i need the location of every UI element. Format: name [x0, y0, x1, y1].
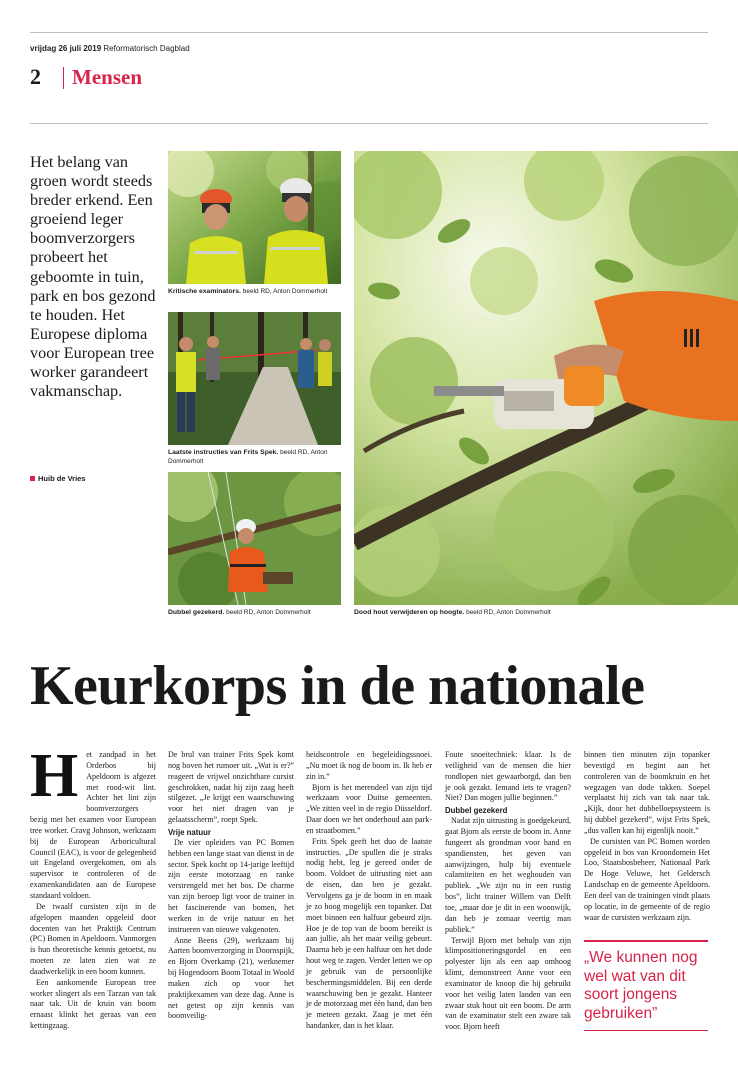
- section-divider: [63, 67, 64, 89]
- top-rule: [30, 32, 708, 33]
- photo-climber-image: [168, 472, 341, 605]
- byline-author: Huib de Vries: [38, 474, 86, 483]
- col2-paragraph: De brul van trainer Frits Spek komt nog boven het rumoer uit. „Wat is er?” reageert de vrijwel onzichtbare cursist geschrokken, nadat hij zijn zaag heeft stilgezet. „Je krijgt een waarschuwing voor het niet dragen van je gelaatsscherm”, roept Spek.: [168, 750, 294, 825]
- caption-climber: [168, 608, 348, 617]
- caption-main: [354, 608, 654, 617]
- col1-paragraph: et zandpad in het Orderbos bij Apeldoorn is afgezet met rood-wit lint. Achter het lint zijn boomverzorgers bezig met het examen voor European tree worker. Cravg Johnson, werkzaam bij de European Arboricultural Council (EAC), is voor de gelegenheid uit Engeland overgekomen, om als supervisor te controleren of de examenkandidaten aan de Europese standaard voldoen.: [30, 750, 156, 900]
- byline-square-icon: [30, 476, 35, 481]
- col1-paragraph: De twaalf cursisten zijn in de afgelopen maanden opgeleid door docenten van het Praktijk Centrum (PC) Bomen in Apeldoorn. Vanmorgen is hun theoretische kennis getoetst, nu moeten ze laten zien wat ze daadwerkelijk in een boom kunnen.: [30, 901, 156, 976]
- col4-paragraph: Nadat zijn uitrusting is goedgekeurd, gaat Bjorn als eerste de boom in. Anne fungeert als grondman voor hand en spandiensten, het geven van aanwijzingen, hulp bij eventuele calamiteiten en het weghouden van publiek. „We zijn nu in een rustig bos”, licht trainer Willem van Delft toe, „maar doe je dit in een woonwijk, dan heb je zomaar veertig man publiek.”: [445, 816, 571, 934]
- byline: [30, 474, 86, 483]
- col4-paragraph: Terwijl Bjorn met behulp van zijn klimpositioneringsgordel en een polyester lijn als een aap omhoog klimt, demonstreert Anne voor een examinator de knoop die hij gebruikt voor het veilig laten landen van een zwaar stuk hout uit een boom. De arm van de examinator stelt een zware tak voor. Bjorn heeft: [445, 935, 571, 1032]
- col2-paragraph: De vier opleiders van PC Bomen hebben een lange staat van dienst in de sector. Spek kocht op 14-jarige leeftijd zijn eerste motorzaag en ranke verstrengeld met het bos. De charme van zijn beroep ligt voor de trainer in het fascinerende van bomen, het werken in de vrije natuur en het instrueren van nieuwe vakgenoten.: [168, 837, 294, 934]
- col5-paragraph: De cursisten van PC Bomen worden opgeleid in bos van Kroondomein Het Loo, Staatsbosbeheer, Nationaal Park De Hoge Veluwe, het Geldersch Landschap en de gemeente Apeldoorn. Een deel van de trainingen vindt plaats op locatie, in de gemeente of de regio waar de cursisten werkzaam zijn.: [584, 836, 710, 922]
- article-column-2: [168, 750, 294, 1022]
- photo-examiners: [168, 151, 341, 284]
- caption-climber-bold: Dubbel gezekerd.: [168, 609, 225, 616]
- caption-instructions-bold: Laatste instructies van Frits Spek.: [168, 449, 279, 456]
- caption-main-credit: beeld RD, Anton Dommerholt: [466, 609, 551, 616]
- col1-paragraph: Een aankomende European tree worker slingert als een Tarzan van tak naar tak. Uit de kruin van boom ernaast klinkt het geraas van een kettingzaag.: [30, 977, 156, 1031]
- caption-climber-credit: beeld RD, Anton Dommerholt: [226, 609, 311, 616]
- subheading-dubbel-gezekerd: Dubbel gezekerd: [445, 806, 508, 816]
- caption-examiners-bold: Kritische examinators.: [168, 288, 241, 295]
- photo-main: [354, 151, 738, 605]
- article-column-5: [584, 750, 710, 924]
- col4-paragraph: Foute snoeitechniek: klaar. Is de veiligheid van de mensen die hier rondlopen niet gewaarborgd, dan ben je ook gezakt. Iemand iets te vragen? Niet? Dan mogen jullie beginnen.”: [445, 750, 571, 803]
- photo-main-image: [354, 151, 738, 605]
- caption-instructions: [168, 448, 343, 466]
- pullquote-top-rule: [584, 940, 708, 942]
- article-column-4: [445, 750, 571, 1033]
- dropcap: H: [30, 742, 79, 810]
- header-rule: [30, 123, 708, 124]
- caption-main-bold: Dood hout verwijderen op hoogte.: [354, 609, 465, 616]
- date: vrijdag 26 juli 2019: [30, 44, 102, 53]
- paper-name: Reformatorisch Dagblad: [103, 44, 190, 53]
- article-column-1: [30, 742, 156, 1032]
- caption-examiners: [168, 287, 348, 296]
- col2-paragraph: Anne Beens (29), werkzaam bij Aarten boomverzorging in Doornspijk, en Bjorn Overkamp (21), werknemer bij Hogendoorn Boom Totaal in Woold maken zich op voor het praktijkexamen van deze dag. Anne is net getest op zijn kennis van boomveilig-: [168, 935, 294, 1021]
- pullquote-bottom-rule: [584, 1030, 708, 1031]
- photo-climber: [168, 472, 341, 605]
- col3-paragraph: heidscontrole en begeleidingssnoei. „Nu moet ik nog de boom in. Ik heb er zin in.”: [306, 750, 432, 781]
- photo-instructions-image: [168, 312, 341, 445]
- photo-examiners-image: [168, 151, 341, 284]
- dateline: [30, 44, 190, 53]
- col3-paragraph: Frits Spek geeft het duo de laatste instructies. „De spullen die je straks nodig hebt, leg je gereed onder de boom. Voldoet de uitrusting niet aan de eisen, dan ben je gezakt. Vervolgens ga je de boom in en maak je zo hoog mogelijk een topanker. Dat moet binnen een halfuur gebeurd zijn. Hoe je de top van de boom bereikt is aan jullie, als het maar veilig gebeurt. Daarna heb je een halfuur om het dode hout weg te zagen. Verder letten we op je gebruik van de persoonlijke beschermingsmiddelen. Bij een derde waarschuwing ben je gezakt. Hanteer je de motorzaag met één hand, dan ben je meteen gezakt. Zaag je met één handanker, dan is het klaar.: [306, 836, 432, 1031]
- caption-examiners-credit: beeld RD, Anton Dommerholt: [242, 288, 328, 295]
- pullquote: „We kunnen nog wel wat van dit soort jongens gebruiken”: [584, 949, 698, 1022]
- subheading-vrije-natuur: Vrije natuur: [168, 827, 211, 837]
- article-column-3: [306, 750, 432, 1032]
- page-number: 2: [30, 64, 41, 89]
- section-title: Mensen: [72, 65, 142, 89]
- caption-instructions-credit: beeld RD, Anton Dommerholt: [168, 449, 328, 465]
- headline: Keurkorps in de nationale: [30, 655, 645, 717]
- col3-paragraph: Bjorn is het merendeel van zijn tijd werkzaam voor Duitse gemeenten. „We zitten veel in de regio Düsseldorf. Daar doen we het onderhoud aan park- en straatbomen.”: [306, 782, 432, 835]
- intro-text: Het belang van groen wordt steeds breder erkend. Een groeiend leger boomverzorgers probeert het geboomte in tuin, park en bos gezond te houden. Het Europese diploma voor European tree worker garandeert vakmanschap.: [30, 153, 156, 401]
- col5-paragraph: binnen tien minuten zijn topanker bevestigd en begint aan het controleren van de boomkruin en het wegzagen van dode takken. Soepel verplaatst hij zich van tak naar tak. „Kijk, door het dubbelloepsysteem is hij dubbel gezekerd”, wijst Frits Spek, „dus vallen kan hij eigenlijk nooit.”: [584, 750, 710, 835]
- photo-instructions: [168, 312, 341, 445]
